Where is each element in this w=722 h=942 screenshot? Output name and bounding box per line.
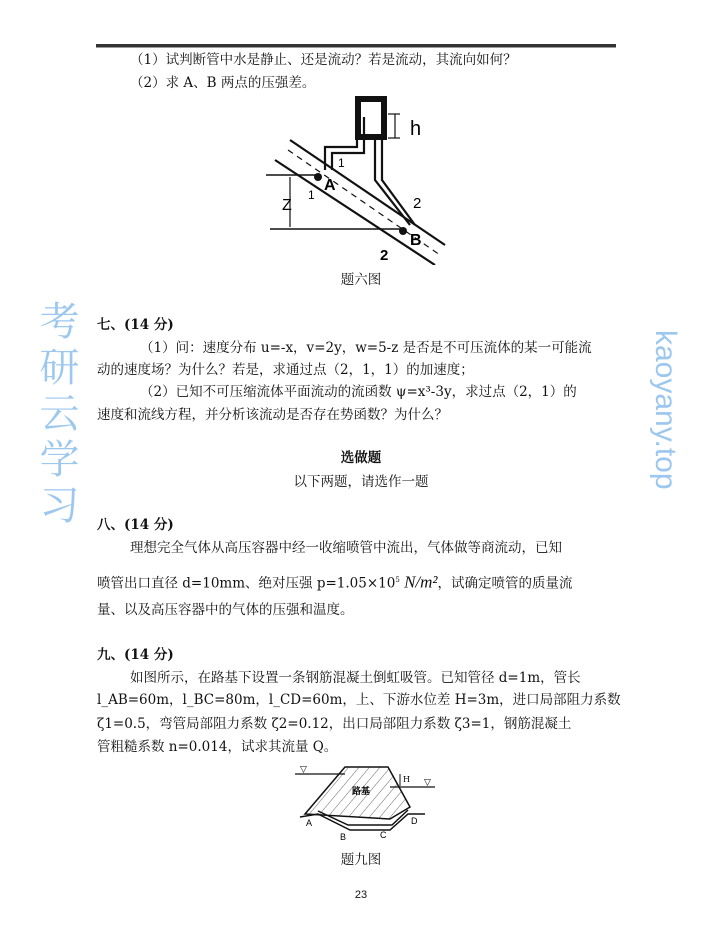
q7-heading: 七、(14 分) bbox=[97, 317, 174, 333]
fig6-label-1a: 1 bbox=[338, 156, 345, 170]
fig6-label-B: B bbox=[410, 232, 422, 249]
fig9-A: A bbox=[306, 818, 313, 828]
q9-line: 管粗糙系数 n=0.014，试求其流量 Q。 bbox=[97, 739, 338, 755]
fig6-label-h: h bbox=[410, 118, 422, 140]
page-number: 23 bbox=[354, 889, 368, 901]
watermark-url: kaoyany.top bbox=[649, 330, 682, 490]
q8-heading: 八、(14 分) bbox=[97, 517, 174, 533]
fig9-B: B bbox=[340, 832, 347, 842]
fig6-label-Z: Z bbox=[282, 197, 292, 214]
q7-line: （2）已知不可压缩流体平面流动的流函数 ψ=x³-3y，求过点（2，1）的 bbox=[140, 384, 577, 400]
q8-line1: 理想完全气体从高压容器中经一收缩喷管中流出，气体做等商流动，已知 bbox=[130, 540, 562, 556]
q7-line: （1）问：速度分布 u=-x，v=2y，w=5-z 是否是不可压流体的某一可能流 bbox=[140, 340, 592, 356]
q6-figure bbox=[260, 95, 460, 265]
fig9-C: C bbox=[380, 830, 387, 840]
q9-heading: 九、(14 分) bbox=[97, 647, 174, 663]
q9-line: 如图所示，在路基下设置一条钢筋混凝土倒虹吸管。已知管径 d=1m，管长 bbox=[130, 670, 581, 686]
q6-sub2: （2）求 A、B 两点的压强差。 bbox=[130, 75, 316, 91]
fig6-label-A: A bbox=[324, 177, 336, 194]
fig6-label-2a: 2 bbox=[413, 195, 422, 212]
fig9-D: D bbox=[411, 816, 418, 826]
watermark-cn: 考研云学习 bbox=[33, 300, 79, 530]
water-level-icon: ▽ bbox=[424, 778, 431, 788]
q6-sub1: （1）试判断管中水是静止、还是流动？若是流动，其流向如何？ bbox=[130, 52, 517, 68]
q9-figure bbox=[290, 762, 440, 842]
q7-line: 速度和流线方程，并分析该流动是否存在势函数？为什么？ bbox=[97, 407, 448, 423]
fig6-label-1b: 1 bbox=[308, 188, 315, 202]
q9-caption: 题九图 bbox=[340, 852, 382, 868]
optional-title: 选做题 bbox=[340, 450, 382, 466]
optional-subtitle: 以下两题，请选作一题 bbox=[293, 474, 429, 490]
q8-line2-a: 喷管出口直径 d=10mm、绝对压强 p=1.05×10 bbox=[97, 575, 396, 592]
q8-line2 bbox=[97, 571, 573, 593]
fig6-label-2b: 2 bbox=[380, 247, 389, 264]
q8-unit: N/m² bbox=[404, 572, 438, 592]
q9-line: l_AB=60m，l_BC=80m，l_CD=60m，上、下游水位差 H=3m，进口局部阻力系数 bbox=[97, 692, 621, 708]
q8-exp: 5 bbox=[395, 576, 400, 584]
q6-caption: 题六图 bbox=[340, 272, 382, 288]
header-rule bbox=[96, 44, 616, 48]
q9-line: ζ1=0.5，弯管局部阻力系数 ζ2=0.12，出口局部阻力系数 ζ3=1，钢筋混凝土 bbox=[97, 716, 572, 732]
q7-line: 动的速度场？为什么？若是，求通过点（2，1，1）的加速度； bbox=[97, 362, 474, 378]
q8-line2-b: ，试确定喷管的质量流 bbox=[437, 575, 573, 592]
q8-line3: 量、以及高压容器中的气体的压强和温度。 bbox=[97, 602, 354, 618]
fig9-roadbed: 路基 bbox=[352, 787, 371, 797]
fig9-H: H bbox=[403, 775, 410, 784]
water-level-icon: ▽ bbox=[300, 765, 307, 775]
